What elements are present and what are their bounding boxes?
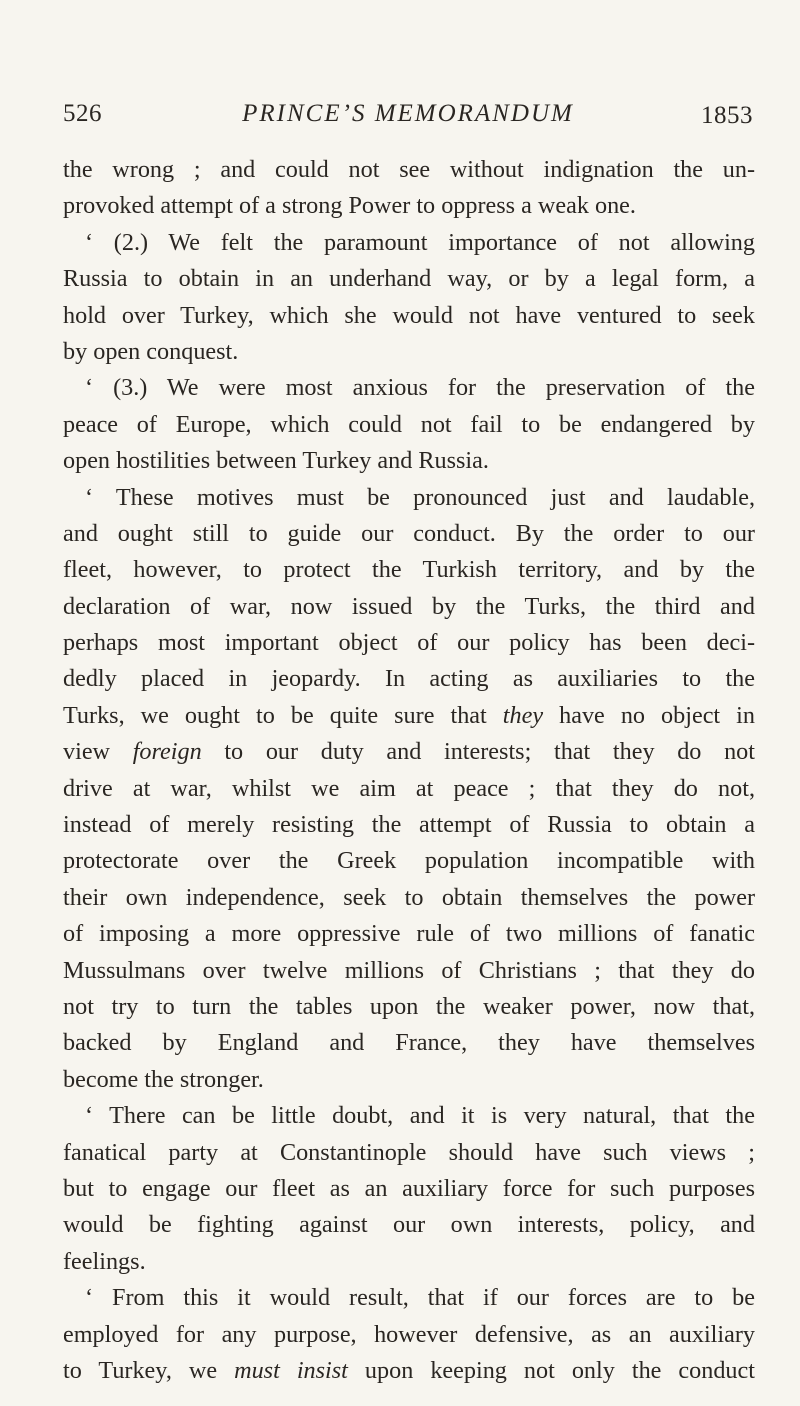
text-segment: would be fighting against our own interests, policy, and	[63, 1211, 755, 1239]
text-line	[63, 188, 755, 224]
text-segment: upon keeping not only the conduct	[347, 1356, 755, 1384]
text-segment: but to engage our fleet as an auxiliary force for such purposes	[63, 1174, 755, 1202]
text-line	[63, 771, 755, 807]
text-segment: Mussulmans over twelve millions of Christians ; that they do	[63, 956, 755, 984]
text-line	[63, 953, 755, 989]
text-segment: view	[63, 738, 133, 766]
text-line	[63, 443, 755, 479]
year-marker: 1853	[701, 102, 753, 129]
text-segment: the wrong ; and could not see without indignation the un-	[63, 156, 755, 183]
text-segment: open hostilities between Turkey and Russia.	[63, 447, 489, 475]
text-segment: ‘ (3.) We were most anxious for the preservation of the	[85, 374, 755, 402]
text-segment: not try to turn the tables upon the weaker power, now that,	[63, 992, 755, 1020]
text-segment: of imposing a more oppressive rule of two millions of fanatic	[63, 920, 755, 948]
text-segment: protectorate over the Greek population incompatible with	[63, 847, 755, 875]
text-line	[63, 516, 755, 552]
text-line	[63, 698, 755, 734]
text-line	[63, 152, 755, 188]
text-segment: drive at war, whilst we aim at peace ; that they do not,	[63, 774, 755, 802]
text-line	[63, 261, 755, 297]
text-segment: have no object in	[543, 701, 755, 729]
text-segment: ‘ These motives must be pronounced just and laudable,	[85, 483, 755, 511]
text-line	[63, 1353, 755, 1389]
running-title: PRINCE’S MEMORANDUM	[242, 100, 574, 127]
body-text	[63, 152, 755, 1389]
text-line	[63, 1062, 755, 1098]
text-line	[63, 1317, 755, 1353]
running-head	[63, 100, 753, 140]
text-segment: Turks, we ought to be quite sure that	[63, 701, 503, 729]
text-segment: fleet, however, to protect the Turkish territory, and by the	[63, 556, 755, 584]
italic-text: must insist	[234, 1356, 348, 1384]
text-segment: Russia to obtain in an underhand way, or by a legal form, a	[63, 265, 755, 293]
text-line	[63, 880, 755, 916]
text-segment: become the stronger.	[63, 1065, 264, 1093]
text-segment: their own independence, seek to obtain themselves the power	[63, 883, 755, 911]
text-line	[63, 1171, 755, 1207]
text-line	[63, 480, 755, 516]
text-segment: to our duty and interests; that they do not	[201, 738, 755, 766]
text-segment: provoked attempt of a strong Power to oppress a weak one.	[63, 192, 636, 220]
italic-text: foreign	[132, 738, 202, 766]
text-segment: feelings.	[63, 1247, 146, 1275]
text-segment: ‘ There can be little doubt, and it is very natural, that the	[85, 1102, 755, 1130]
text-line	[63, 334, 755, 370]
text-line	[63, 916, 755, 952]
text-segment: hold over Turkey, which she would not have ventured to seek	[63, 301, 755, 329]
text-segment: declaration of war, now issued by the Turks, the third and	[63, 592, 755, 620]
text-segment: instead of merely resisting the attempt of Russia to obtain a	[63, 811, 755, 839]
text-line	[63, 661, 755, 697]
text-segment: ‘ (2.) We felt the paramount importance of not allowing	[85, 228, 755, 256]
text-segment: perhaps most important object of our policy has been deci-	[63, 629, 755, 657]
text-segment: to Turkey, we	[63, 1356, 235, 1384]
text-line	[63, 407, 755, 443]
text-segment: fanatical party at Constantinople should have such views ;	[63, 1138, 755, 1166]
text-line	[63, 1135, 755, 1171]
text-line	[63, 1025, 755, 1061]
text-line	[63, 589, 755, 625]
text-segment: backed by England and France, they have themselves	[63, 1029, 755, 1057]
text-line	[63, 370, 755, 406]
text-segment: and ought still to guide our conduct. By the order to our	[63, 519, 755, 547]
text-line	[63, 552, 755, 588]
text-segment: dedly placed in jeopardy. In acting as auxiliaries to the	[63, 665, 755, 693]
text-line	[63, 225, 755, 261]
page-number: 526	[63, 100, 102, 127]
text-segment: ‘ From this it would result, that if our forces are to be	[85, 1284, 755, 1312]
text-segment: employed for any purpose, however defensive, as an auxiliary	[63, 1320, 755, 1348]
text-line	[63, 1244, 755, 1280]
text-line	[63, 807, 755, 843]
text-line	[63, 625, 755, 661]
italic-text: they	[502, 701, 544, 729]
text-line	[63, 1280, 755, 1316]
text-line	[63, 298, 755, 334]
text-line	[63, 1098, 755, 1134]
text-segment: peace of Europe, which could not fail to be endangered by	[63, 410, 755, 438]
text-segment: by open conquest.	[63, 337, 239, 365]
text-line	[63, 734, 755, 770]
text-line	[63, 843, 755, 879]
text-line	[63, 989, 755, 1025]
text-line	[63, 1207, 755, 1243]
